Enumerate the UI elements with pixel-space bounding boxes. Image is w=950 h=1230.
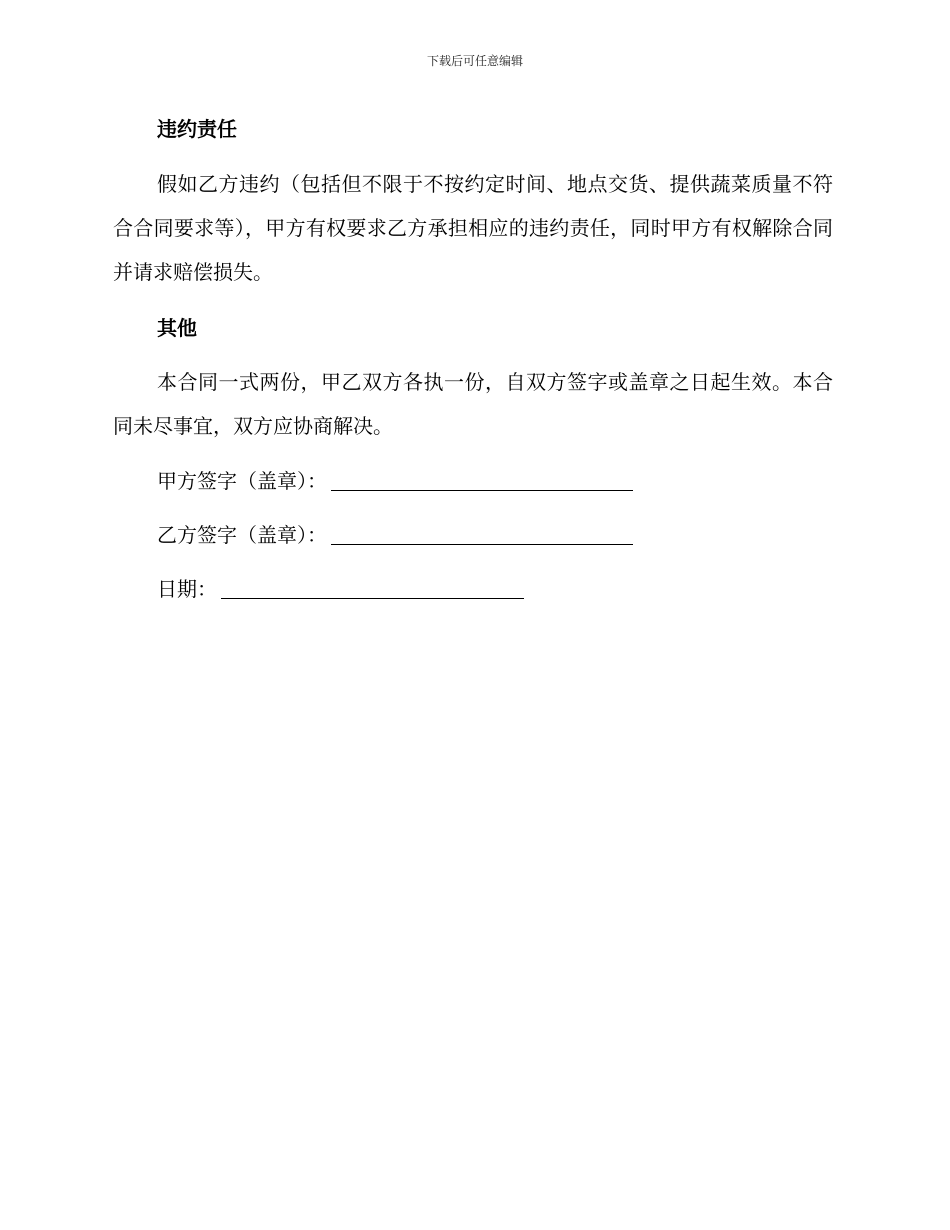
section-paragraph-other: 本合同一式两份，甲乙双方各执一份，自双方签字或盖章之日起生效。本合同未尽事宜，双方应协商解决。 — [113, 370, 833, 438]
signature-label-party-a: 甲方签字（盖章）： — [157, 469, 327, 493]
signature-line-party-a — [157, 468, 633, 494]
page-header: 下载后可任意编辑 — [426, 54, 523, 68]
section-heading-breach: 违约责任 — [157, 117, 237, 141]
section-paragraph-breach: 假如乙方违约（包括但不限于不按约定时间、地点交货、提供蔬菜质量不符合合同要求等），甲方有权要求乙方承担相应的违约责任，同时甲方有权解除合同并请求赔偿损失。 — [113, 172, 833, 284]
signature-blank-party-b — [331, 524, 633, 545]
date-label: 日期： — [157, 577, 217, 601]
section-heading-other: 其他 — [157, 316, 197, 340]
signature-label-party-b: 乙方签字（盖章）： — [157, 523, 327, 547]
signature-blank-party-a — [331, 470, 633, 491]
date-blank — [221, 578, 524, 599]
signature-line-party-b — [157, 522, 633, 548]
date-line — [157, 576, 524, 602]
